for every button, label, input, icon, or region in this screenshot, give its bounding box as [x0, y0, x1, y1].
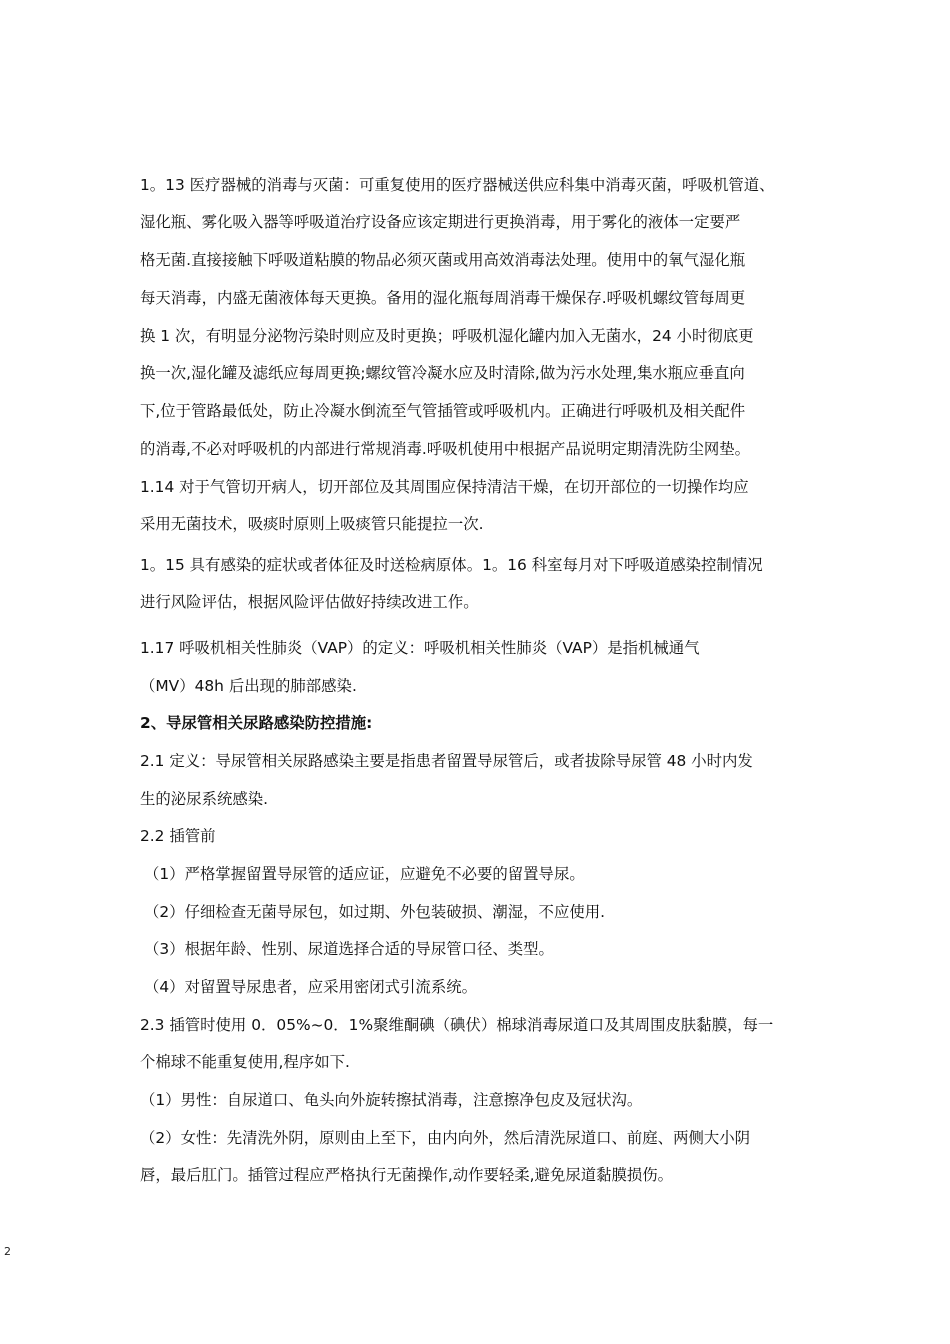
line-1-13-f: 换一次,湿化罐及滤纸应每周更换;螺纹管冷凝水应及时清除,做为污水处理,集水瓶应垂直向: [140, 364, 745, 382]
line-1-13-h: 的消毒,不必对呼吸机的内部进行常规消毒.呼吸机使用中根据产品说明定期清洗防尘网垫。: [140, 440, 751, 458]
line-2-3-b: 个棉球不能重复使用,程序如下.: [140, 1053, 350, 1071]
page-number: 2: [4, 1245, 11, 1258]
list-item-2-3-1: （1）男性：自尿道口、龟头向外旋转擦拭消毒，注意擦净包皮及冠状沟。: [140, 1091, 643, 1109]
list-item-2-3-2-cont: 唇，最后肛门。插管过程应严格执行无菌操作,动作要轻柔,避免尿道黏膜损伤。: [140, 1166, 674, 1184]
line-1-14-a: 1.14 对于气管切开病人，切开部位及其周围应保持清洁干燥，在切开部位的一切操作均应: [140, 478, 749, 496]
list-item-2-2-3: （3）根据年龄、性别、尿道选择合适的导尿管口径、类型。: [144, 940, 554, 958]
line-1-13-d: 每天消毒，内盛无菌液体每天更换。备用的湿化瓶每周消毒干燥保存.呼吸机螺纹管每周更: [140, 289, 746, 307]
line-2-1-a: 2.1 定义：导尿管相关尿路感染主要是指患者留置导尿管后，或者拔除导尿管 48 小时内发: [140, 752, 753, 770]
list-item-2-2-4: （4）对留置导尿患者，应采用密闭式引流系统。: [144, 978, 477, 996]
list-item-2-2-1: （1）严格掌握留置导尿管的适应证，应避免不必要的留置导尿。: [144, 865, 585, 883]
line-2-1-b: 生的泌尿系统感染.: [140, 790, 269, 808]
line-2-2-heading: 2.2 插管前: [140, 827, 216, 845]
line-2-3-a: 2.3 插管时使用 0．05%~0．1%聚维酮碘（碘伏）棉球消毒尿道口及其周围皮肤黏膜，每一: [140, 1016, 774, 1034]
section-heading-2: 2、导尿管相关尿路感染防控措施:: [140, 714, 373, 732]
list-item-2-3-2: （2）女性：先清洗外阴，原则由上至下，由内向外，然后清洗尿道口、前庭、两侧大小阴: [140, 1129, 751, 1147]
line-1-13-g: 下,位于管路最低处，防止冷凝水倒流至气管插管或呼吸机内。正确进行呼吸机及相关配件: [140, 402, 746, 420]
list-item-2-2-2: （2）仔细检查无菌导尿包，如过期、外包装破损、潮湿，不应使用.: [144, 903, 606, 921]
line-1-17-b: （MV）48h 后出现的肺部感染.: [140, 677, 357, 695]
line-1-13-a: 1。13 医疗器械的消毒与灭菌：可重复使用的医疗器械送供应科集中消毒灭菌，呼吸机管道、: [140, 176, 775, 194]
line-1-13-e: 换 1 次，有明显分泌物污染时则应及时更换；呼吸机湿化罐内加入无菌水，24 小时彻底更: [140, 327, 754, 345]
line-1-15-a: 1。15 具有感染的症状或者体征及时送检病原体。1。16 科室每月对下呼吸道感染控制情况: [140, 556, 763, 574]
line-1-17-a: 1.17 呼吸机相关性肺炎（VAP）的定义：呼吸机相关性肺炎（VAP）是指机械通气: [140, 639, 700, 657]
line-1-15-b: 进行风险评估，根据风险评估做好持续改进工作。: [140, 593, 479, 611]
line-1-13-b: 湿化瓶、雾化吸入器等呼吸道治疗设备应该定期进行更换消毒，用于雾化的液体一定要严: [140, 213, 741, 231]
line-1-14-b: 采用无菌技术，吸痰时原则上吸痰管只能提拉一次.: [140, 515, 484, 533]
line-1-13-c: 格无菌.直接接触下呼吸道粘膜的物品必须灭菌或用高效消毒法处理。使用中的氧气湿化瓶: [140, 251, 746, 269]
